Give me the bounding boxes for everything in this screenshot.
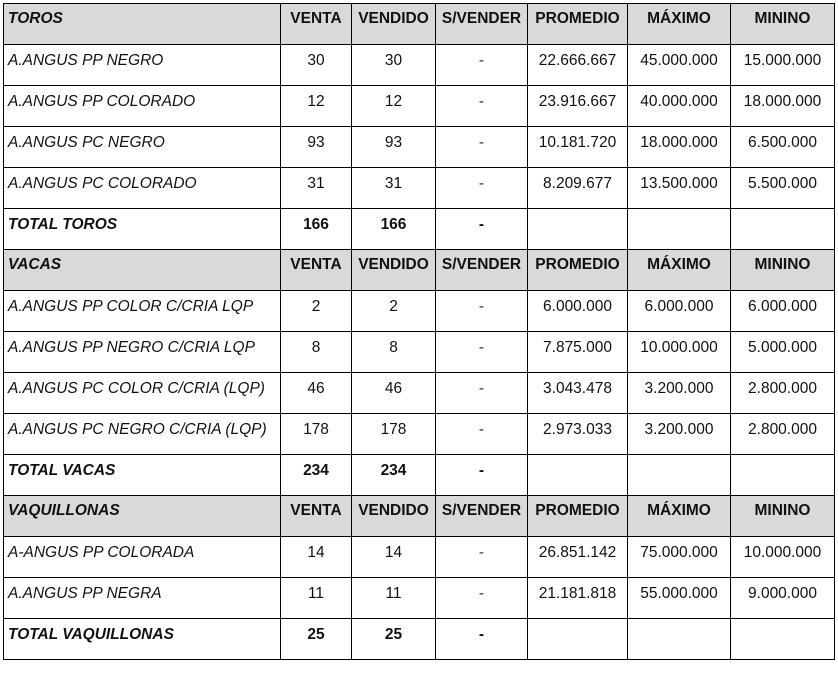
cell-sin-vender: - (436, 86, 528, 127)
total-row (4, 455, 835, 496)
total-label: TOTAL TOROS (4, 209, 281, 250)
column-header-venta: VENTA (281, 496, 352, 537)
table-row (4, 578, 835, 619)
table-row (4, 168, 835, 209)
column-header-minimo: MININO (731, 250, 835, 291)
table-row (4, 45, 835, 86)
cell-minimo: 9.000.000 (731, 578, 835, 619)
empty-cell (628, 209, 731, 250)
cell-venta: 8 (281, 332, 352, 373)
cell-maximo: 3.200.000 (628, 414, 731, 455)
cell-maximo: 75.000.000 (628, 537, 731, 578)
section-title: TOROS (4, 4, 281, 45)
empty-cell (628, 619, 731, 660)
cell-maximo: 18.000.000 (628, 127, 731, 168)
cell-maximo: 45.000.000 (628, 45, 731, 86)
cell-promedio: 2.973.033 (528, 414, 628, 455)
column-header-promedio: PROMEDIO (528, 4, 628, 45)
cell-sin-vender: - (436, 414, 528, 455)
column-header-vendido: VENDIDO (352, 250, 436, 291)
total-vendido: 166 (352, 209, 436, 250)
cell-venta: 2 (281, 291, 352, 332)
empty-cell (731, 209, 835, 250)
cell-promedio: 22.666.667 (528, 45, 628, 86)
section-title: VACAS (4, 250, 281, 291)
cell-promedio: 26.851.142 (528, 537, 628, 578)
category-name: A.ANGUS PP NEGRO (4, 45, 281, 86)
cell-venta: 11 (281, 578, 352, 619)
section-title: VAQUILLONAS (4, 496, 281, 537)
empty-cell (731, 619, 835, 660)
total-sin-vender: - (436, 455, 528, 496)
empty-cell (628, 455, 731, 496)
cell-sin-vender: - (436, 578, 528, 619)
column-header-sin-vender: S/VENDER (436, 250, 528, 291)
cell-vendido: 178 (352, 414, 436, 455)
column-header-minimo: MININO (731, 496, 835, 537)
column-header-venta: VENTA (281, 250, 352, 291)
cell-vendido: 8 (352, 332, 436, 373)
auction-results-table (3, 3, 835, 660)
column-header-minimo: MININO (731, 4, 835, 45)
column-header-promedio: PROMEDIO (528, 496, 628, 537)
cell-minimo: 5.500.000 (731, 168, 835, 209)
cell-minimo: 6.000.000 (731, 291, 835, 332)
cell-maximo: 40.000.000 (628, 86, 731, 127)
cell-promedio: 7.875.000 (528, 332, 628, 373)
cell-venta: 93 (281, 127, 352, 168)
cell-promedio: 21.181.818 (528, 578, 628, 619)
cell-minimo: 18.000.000 (731, 86, 835, 127)
cell-vendido: 2 (352, 291, 436, 332)
category-name: A-ANGUS PP COLORADA (4, 537, 281, 578)
cell-vendido: 14 (352, 537, 436, 578)
column-header-vendido: VENDIDO (352, 4, 436, 45)
cell-promedio: 23.916.667 (528, 86, 628, 127)
table-body (4, 4, 835, 660)
cell-promedio: 3.043.478 (528, 373, 628, 414)
table-row (4, 86, 835, 127)
total-row (4, 619, 835, 660)
cell-maximo: 10.000.000 (628, 332, 731, 373)
cell-sin-vender: - (436, 168, 528, 209)
column-header-venta: VENTA (281, 4, 352, 45)
column-header-sin-vender: S/VENDER (436, 496, 528, 537)
table-row (4, 373, 835, 414)
table-row (4, 537, 835, 578)
column-header-vendido: VENDIDO (352, 496, 436, 537)
cell-maximo: 3.200.000 (628, 373, 731, 414)
category-name: A.ANGUS PP COLOR C/CRIA LQP (4, 291, 281, 332)
section-header-row (4, 4, 835, 45)
cell-vendido: 30 (352, 45, 436, 86)
empty-cell (528, 455, 628, 496)
category-name: A.ANGUS PC COLOR C/CRIA (LQP) (4, 373, 281, 414)
cell-sin-vender: - (436, 45, 528, 86)
total-vendido: 234 (352, 455, 436, 496)
total-venta: 25 (281, 619, 352, 660)
total-venta: 166 (281, 209, 352, 250)
table-row (4, 414, 835, 455)
cell-maximo: 13.500.000 (628, 168, 731, 209)
cell-minimo: 5.000.000 (731, 332, 835, 373)
column-header-sin-vender: S/VENDER (436, 4, 528, 45)
cell-venta: 178 (281, 414, 352, 455)
cell-venta: 14 (281, 537, 352, 578)
section-header-row (4, 496, 835, 537)
total-vendido: 25 (352, 619, 436, 660)
column-header-promedio: PROMEDIO (528, 250, 628, 291)
total-row (4, 209, 835, 250)
cell-minimo: 6.500.000 (731, 127, 835, 168)
section-header-row (4, 250, 835, 291)
column-header-maximo: MÁXIMO (628, 250, 731, 291)
category-name: A.ANGUS PP NEGRO C/CRIA LQP (4, 332, 281, 373)
category-name: A.ANGUS PC COLORADO (4, 168, 281, 209)
table-row (4, 291, 835, 332)
cell-sin-vender: - (436, 537, 528, 578)
cell-vendido: 12 (352, 86, 436, 127)
table-row (4, 127, 835, 168)
cell-minimo: 15.000.000 (731, 45, 835, 86)
total-sin-vender: - (436, 619, 528, 660)
cell-venta: 30 (281, 45, 352, 86)
total-label: TOTAL VAQUILLONAS (4, 619, 281, 660)
cell-sin-vender: - (436, 332, 528, 373)
cell-venta: 12 (281, 86, 352, 127)
cell-promedio: 6.000.000 (528, 291, 628, 332)
empty-cell (731, 455, 835, 496)
category-name: A.ANGUS PP NEGRA (4, 578, 281, 619)
table-row (4, 332, 835, 373)
cell-vendido: 46 (352, 373, 436, 414)
cell-maximo: 6.000.000 (628, 291, 731, 332)
total-sin-vender: - (436, 209, 528, 250)
total-label: TOTAL VACAS (4, 455, 281, 496)
cell-promedio: 8.209.677 (528, 168, 628, 209)
column-header-maximo: MÁXIMO (628, 496, 731, 537)
cell-vendido: 11 (352, 578, 436, 619)
empty-cell (528, 209, 628, 250)
category-name: A.ANGUS PC NEGRO (4, 127, 281, 168)
cell-venta: 31 (281, 168, 352, 209)
cell-sin-vender: - (436, 127, 528, 168)
category-name: A.ANGUS PP COLORADO (4, 86, 281, 127)
cell-sin-vender: - (436, 373, 528, 414)
cell-venta: 46 (281, 373, 352, 414)
total-venta: 234 (281, 455, 352, 496)
category-name: A.ANGUS PC NEGRO C/CRIA (LQP) (4, 414, 281, 455)
cell-minimo: 2.800.000 (731, 414, 835, 455)
cell-maximo: 55.000.000 (628, 578, 731, 619)
cell-vendido: 93 (352, 127, 436, 168)
empty-cell (528, 619, 628, 660)
cell-minimo: 10.000.000 (731, 537, 835, 578)
cell-vendido: 31 (352, 168, 436, 209)
cell-minimo: 2.800.000 (731, 373, 835, 414)
cell-promedio: 10.181.720 (528, 127, 628, 168)
cell-sin-vender: - (436, 291, 528, 332)
column-header-maximo: MÁXIMO (628, 4, 731, 45)
